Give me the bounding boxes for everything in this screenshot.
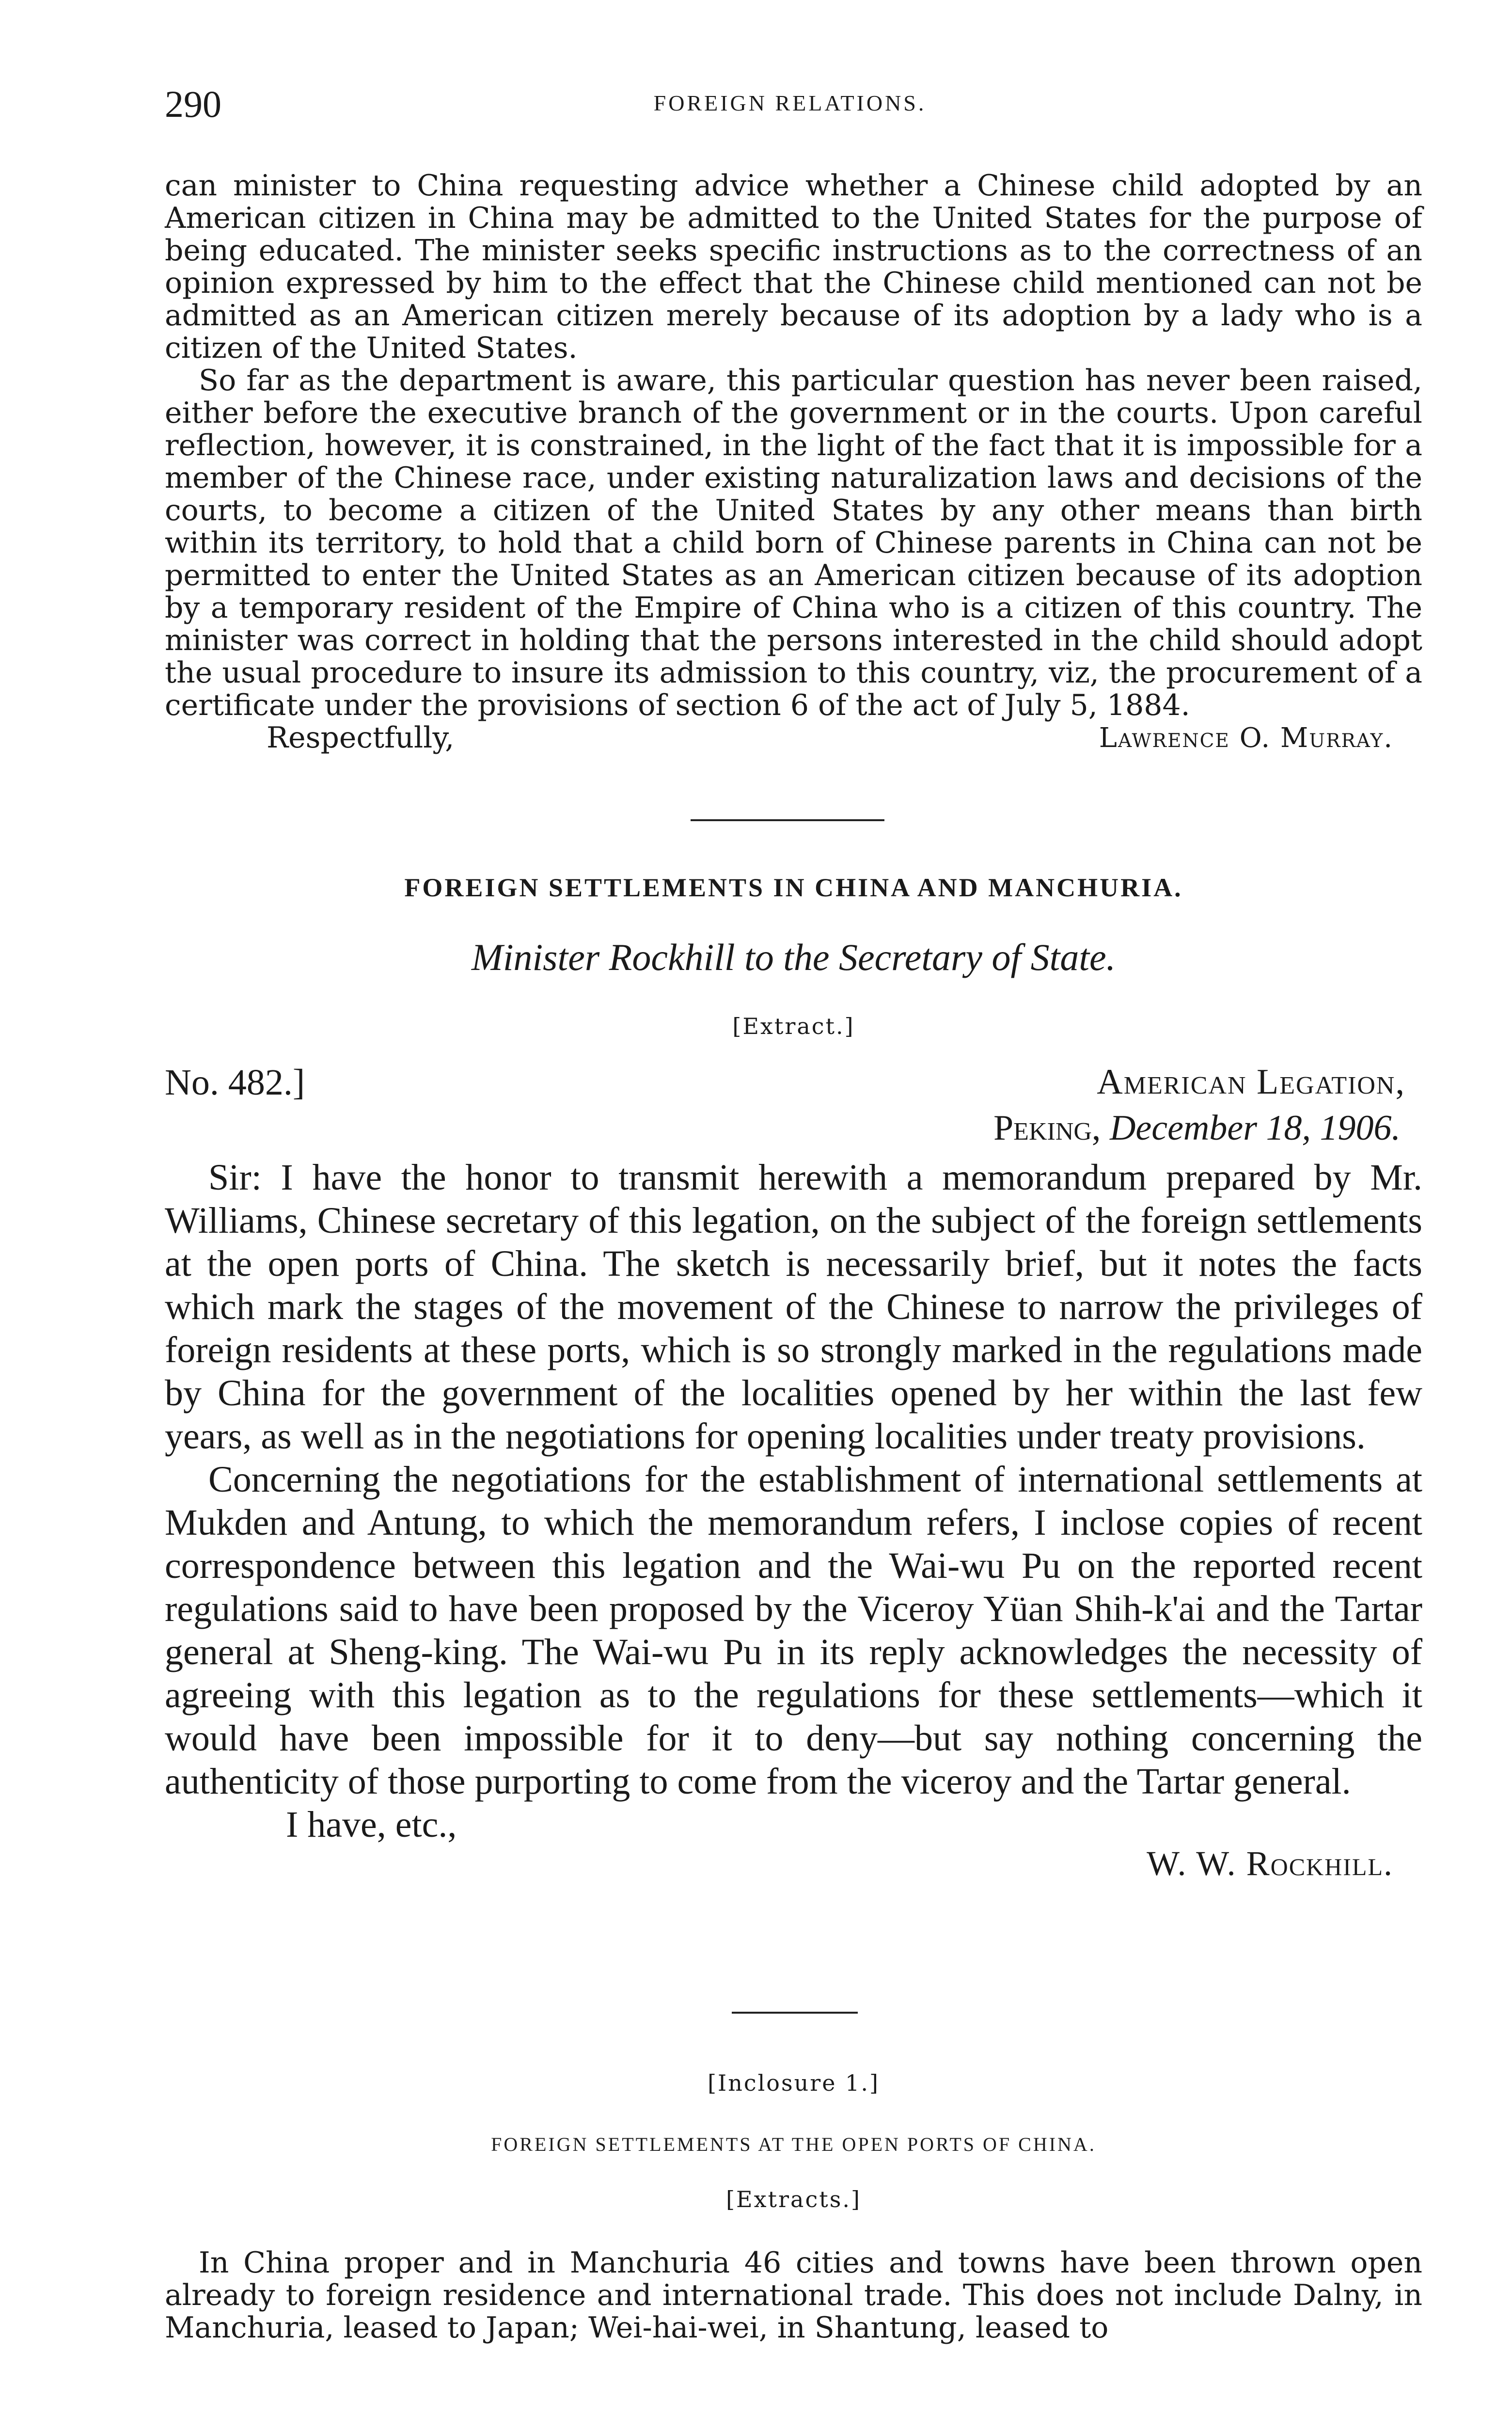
dispatch-dateline xyxy=(993,1108,1401,1149)
section-subtitle: Minister Rockhill to the Secretary of State. xyxy=(471,936,1116,978)
dispatch-paragraph: Sir: I have the honor to transmit herewith a memorandum prepared by Mr. Williams, Chinese secretary of this legation, on the subject of the foreign settlements at the open ports of China. The sketch is necessarily brief, but it notes the facts which mark the stages of the movement of the Chinese to narrow the privileges of foreign residents at these ports, which is so strongly marked in the regulations made by China for the government of the localities opened by her within the last few years, as well as in the negotiations for opening localities under treaty provisions. xyxy=(165,1157,1422,1457)
prior-letter-signature-row xyxy=(165,722,1422,756)
inclosure-note: [Extracts.] xyxy=(726,2186,861,2212)
running-head xyxy=(165,82,1415,141)
section-note: [Extract.] xyxy=(732,1013,855,1039)
inclosure-title: FOREIGN SETTLEMENTS AT THE OPEN PORTS OF CHINA. xyxy=(491,2133,1096,2155)
dispatch-paragraph: Concerning the negotiations for the establishment of international settlements at Mukden and Antung, to which the memorandum refers, I inclose copies of recent correspondence between this legation and the Wai-wu Pu on the reported recent regulations said to have been proposed by the Viceroy Yüan Shih-k'ai and the Tartar general at Sheng-king. The Wai-wu Pu in its reply acknowledges the necessity of agreeing with this legation as to the regulations for these settlements—which it would have been impossible for it to deny—but say nothing concerning the authenticity of those purporting to come from the viceroy and the Tartar general. xyxy=(165,1459,1422,1802)
prior-letter-body xyxy=(165,170,1422,756)
page-number: 290 xyxy=(165,83,221,125)
dispatch-number: No. 482.] xyxy=(165,1062,305,1103)
dispatch-city: Peking, xyxy=(993,1108,1101,1148)
prior-letter-closing: Respectfully, xyxy=(267,721,455,755)
section-title: FOREIGN SETTLEMENTS IN CHINA AND MANCHURIA. xyxy=(404,873,1183,902)
prior-letter-signature: Lawrence O. Murray. xyxy=(1099,722,1393,754)
prior-letter-paragraph: So far as the department is aware, this particular question has never been raised, either before the executive branch of the government or in the courts. Upon careful reflection, however, it is constrained, in the light of the fact that it is impossible for a member of the Chinese race, under existing naturalization laws and decisions of the courts, to become a citizen of the United States by any other means than birth within its territory, to hold that a child born of Chinese parents in China can not be permitted to enter the United States as an American citizen because of its adoption by a temporary resident of the Empire of China who is a citizen of this country. The minister was correct in holding that the persons interested in the child should adopt the usual procedure to insure its admission to this country, viz, the procurement of a certificate under the provisions of section 6 of the act of July 5, 1884. xyxy=(165,364,1422,722)
running-title: FOREIGN RELATIONS. xyxy=(653,91,927,115)
dispatch-body xyxy=(165,1156,1422,1883)
dispatch-signature: W. W. Rockhill. xyxy=(1147,1844,1393,1883)
dispatch-place: American Legation, xyxy=(1097,1062,1405,1102)
dispatch-date: December 18, 1906. xyxy=(1109,1108,1401,1148)
inclosure-body xyxy=(165,2247,1422,2344)
prior-letter-paragraph: can minister to China requesting advice whether a Chinese child adopted by an American citizen in China may be admitted to the United States for the purpose of being educated. The minister seeks specific instructions as to the correctness of an opinion expressed by him to the effect that the Chinese child mentioned can not be admitted as an American citizen merely because of its adoption by a lady who is a citizen of the United States. xyxy=(165,169,1422,365)
inclosure-label: [Inclosure 1.] xyxy=(708,2070,880,2096)
inclosure-paragraph: In China proper and in Manchuria 46 cities and towns have been thrown open already to foreign residence and international trade. This does not include Dalny, in Manchuria, leased to Japan; Wei-hai-wei, in Shantung, leased to xyxy=(165,2246,1422,2345)
inclosure-divider xyxy=(732,2012,858,2014)
dispatch-closing: I have, etc., xyxy=(286,1804,457,1845)
dispatch-closing-row xyxy=(165,1803,1422,1883)
section-divider xyxy=(691,819,884,821)
